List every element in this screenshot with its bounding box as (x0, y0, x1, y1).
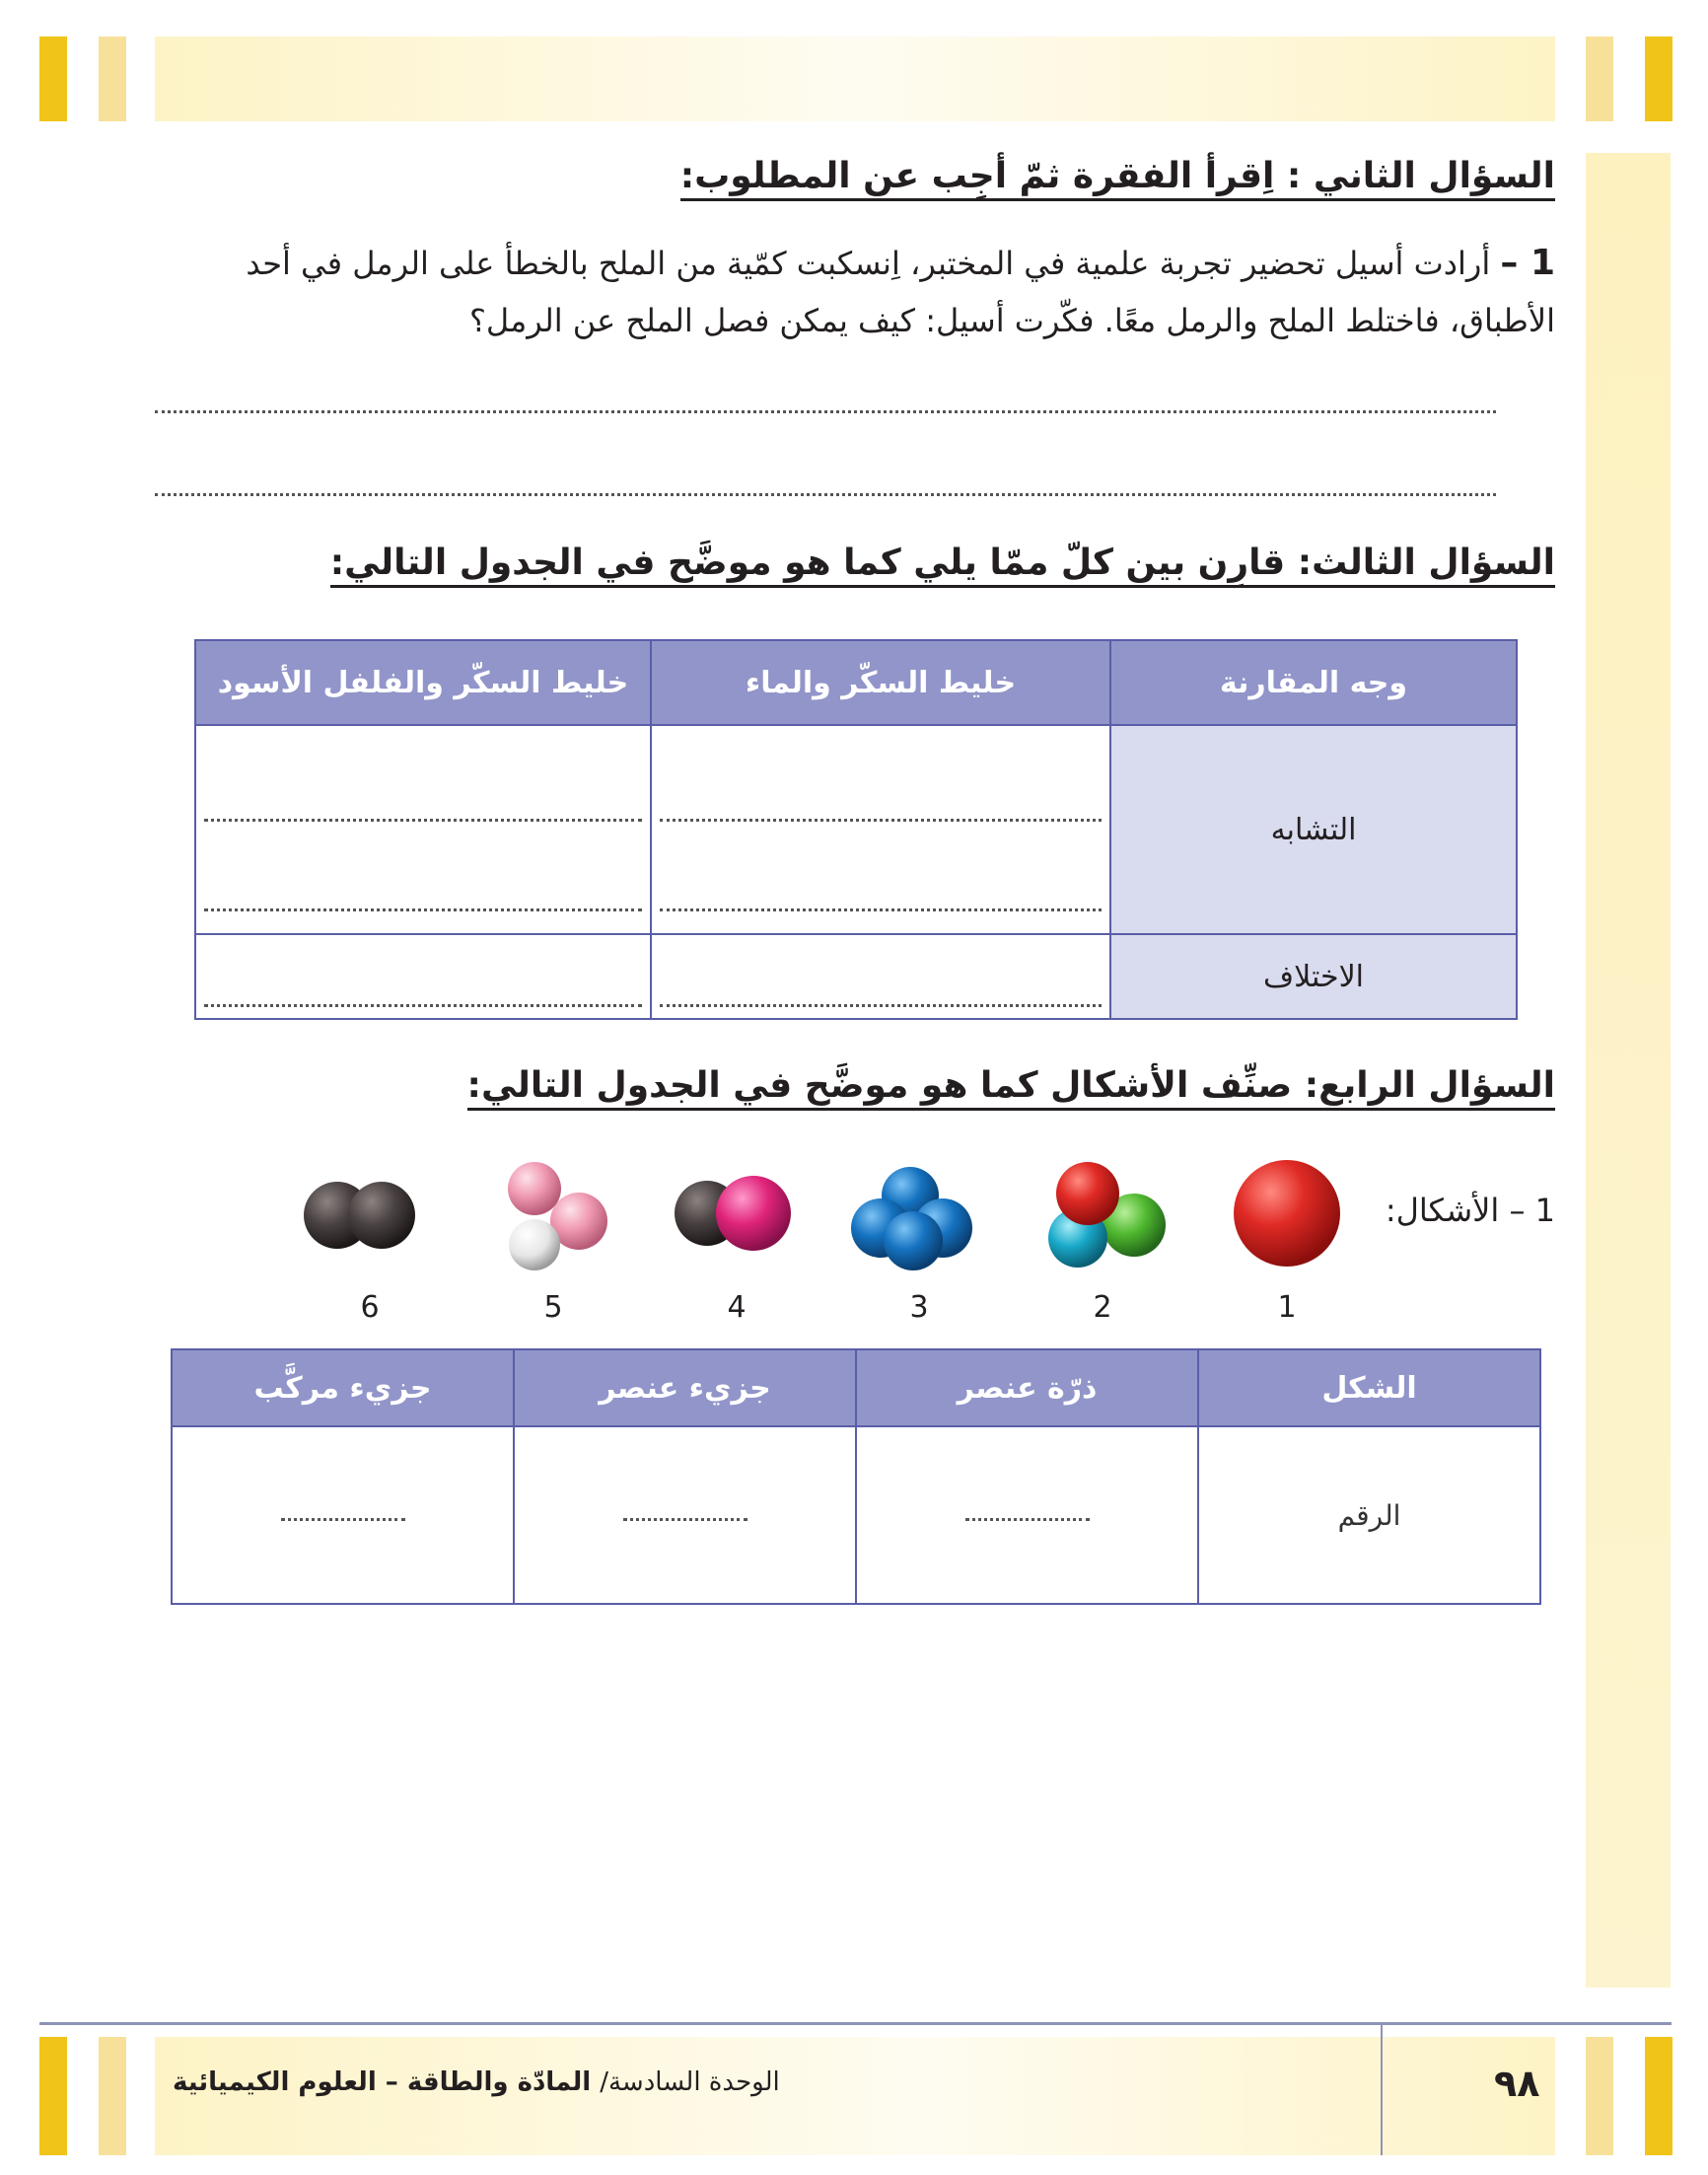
shapes-illustration (276, 1144, 1381, 1302)
classification-header-shape: الشكل (1198, 1349, 1540, 1426)
answer-line-2[interactable] (155, 493, 1496, 496)
shape-2-three-color-molecule (1048, 1162, 1166, 1268)
footer-unit-prefix: الوحدة السادسة/ (600, 2067, 780, 2097)
shape-number-6: 6 (360, 1290, 380, 1325)
classification-header-element-molecule: جزيء عنصر (514, 1349, 856, 1426)
question2-text: أرادت أسيل تحضير تجربة علمية في المختبر، اِنسكبت كمّية من الملح بالخطأ على الرمل في أحد الأطباق، فاختلط الملح والرمل معًا. فكّرت أسيل: كيف يمكن فصل الملح عن الرمل؟ (246, 245, 1555, 339)
shape-4-dark-magenta-molecule (675, 1176, 791, 1251)
top-right-yellow-bar (1645, 36, 1672, 121)
bottom-right-yellow-bar (1645, 2037, 1672, 2155)
shape-1-red-atom (1234, 1160, 1340, 1267)
bottom-left-light-bar (99, 2037, 126, 2155)
row-label-difference: الاختلاف (1110, 934, 1517, 1019)
footer-unit-title (173, 2067, 780, 2097)
shape-3-blue-molecule (851, 1167, 972, 1270)
footer-divider (39, 2022, 1672, 2025)
classification-table (171, 1348, 1541, 1605)
question2-title: السؤال الثاني : اِقرأ الفقرة ثمّ أجِب عن المطلوب: (680, 156, 1555, 201)
shape-5-pink-white-molecule (508, 1162, 607, 1270)
comparison-table (194, 639, 1518, 1020)
top-left-yellow-bar (39, 36, 67, 121)
shape-number-5: 5 (543, 1290, 563, 1325)
element-atom-answer[interactable] (856, 1426, 1198, 1604)
bottom-left-yellow-bar (39, 2037, 67, 2155)
page-number: ٩٨ (1494, 2062, 1540, 2105)
bottom-right-light-bar (1586, 2037, 1613, 2155)
shape-6-dark-molecule (304, 1182, 415, 1249)
question3-title: السؤال الثالث: قارِن بين كلّ ممّا يلي كما هو موضَّح في الجدول التالي: (330, 543, 1555, 588)
top-right-light-bar (1586, 36, 1613, 121)
top-header-band (155, 36, 1555, 121)
footer-unit-bold: المادّة والطاقة – العلوم الكيميائية (173, 2067, 601, 2097)
similarity-sugar-water-cell[interactable] (651, 725, 1110, 934)
top-left-light-bar (99, 36, 126, 121)
question2-paragraph (155, 235, 1555, 349)
right-side-band (1586, 153, 1671, 1988)
question2-item-number: 1 – (1500, 243, 1555, 283)
footer-separator (1381, 2022, 1383, 2155)
comparison-header-aspect: وجه المقارنة (1110, 640, 1517, 725)
compound-molecule-answer[interactable] (172, 1426, 514, 1604)
row-label-number: الرقم (1198, 1426, 1540, 1604)
classification-header-compound-molecule: جزيء مركَّب (172, 1349, 514, 1426)
shape-number-1: 1 (1277, 1290, 1297, 1325)
shape-number-2: 2 (1093, 1290, 1112, 1325)
comparison-header-sugar-pepper: خليط السكّر والفلفل الأسود (195, 640, 651, 725)
difference-sugar-pepper-cell[interactable] (195, 934, 651, 1019)
classification-header-element-atom: ذرّة عنصر (856, 1349, 1198, 1426)
shape-number-3: 3 (909, 1290, 929, 1325)
shape-number-4: 4 (727, 1290, 747, 1325)
similarity-sugar-pepper-cell[interactable] (195, 725, 651, 934)
answer-line-1[interactable] (155, 410, 1496, 413)
element-molecule-answer[interactable] (514, 1426, 856, 1604)
shapes-label: 1 – الأشكال: (1385, 1192, 1555, 1229)
difference-sugar-water-cell[interactable] (651, 934, 1110, 1019)
comparison-header-sugar-water: خليط السكّر والماء (651, 640, 1110, 725)
question4-title: السؤال الرابع: صنِّف الأشكال كما هو موضَّح في الجدول التالي: (467, 1065, 1555, 1111)
row-label-similarity: التشابه (1110, 725, 1517, 934)
